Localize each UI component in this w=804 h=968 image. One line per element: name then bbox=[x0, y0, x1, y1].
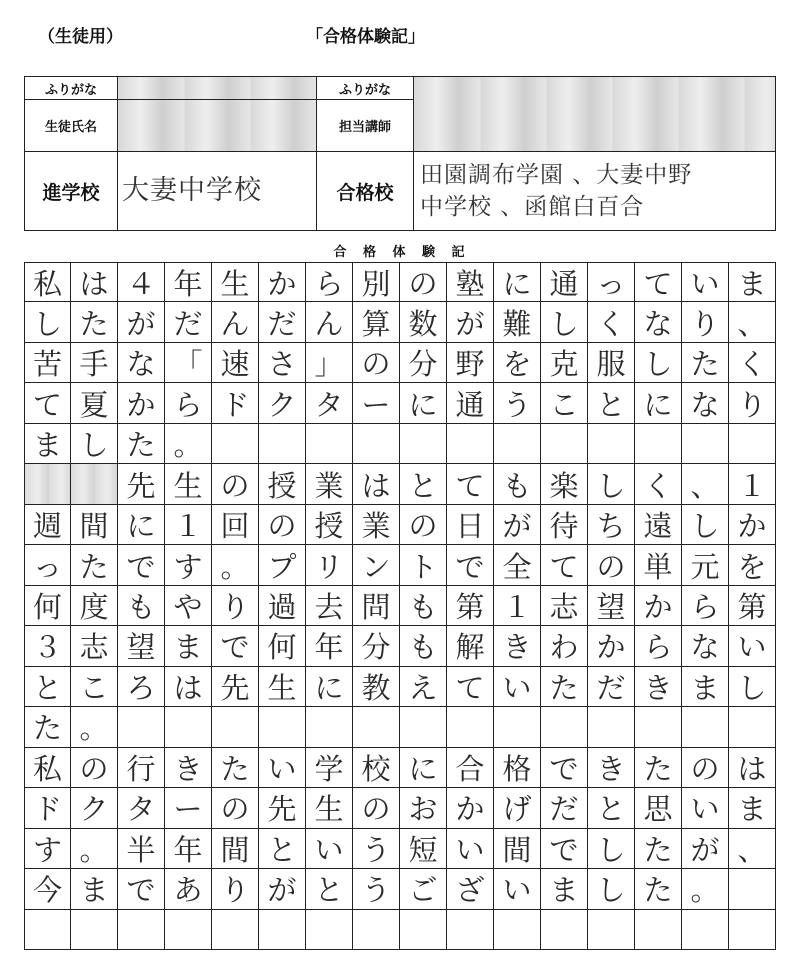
essay-cell bbox=[447, 707, 494, 747]
essay-cell: お bbox=[400, 788, 447, 828]
essay-cell: プ bbox=[259, 545, 306, 585]
essay-cell: 業 bbox=[353, 505, 400, 545]
essay-cell: 半 bbox=[118, 829, 165, 869]
essay-cell bbox=[682, 910, 729, 950]
essay-cell: か bbox=[118, 383, 165, 423]
essay-cell bbox=[447, 910, 494, 950]
essay-cell: に bbox=[400, 383, 447, 423]
essay-cell bbox=[682, 707, 729, 747]
essay-cell: タ bbox=[306, 383, 353, 423]
essay-cell: 週 bbox=[24, 505, 71, 545]
essay-cell: り bbox=[729, 383, 776, 423]
essay-cell: 年 bbox=[306, 626, 353, 666]
essay-cell bbox=[682, 424, 729, 464]
essay-cell: の bbox=[353, 788, 400, 828]
essay-cell bbox=[165, 707, 212, 747]
essay-cell bbox=[729, 424, 776, 464]
essay-cell: に bbox=[635, 383, 682, 423]
essay-cell: は bbox=[71, 262, 118, 302]
essay-cell: ー bbox=[353, 383, 400, 423]
essay-cell bbox=[165, 910, 212, 950]
essay-cell: 年 bbox=[165, 829, 212, 869]
essay-cell: ー bbox=[165, 788, 212, 828]
essay-cell: わ bbox=[541, 626, 588, 666]
essay-cell: 間 bbox=[494, 829, 541, 869]
essay-cell: 遠 bbox=[635, 505, 682, 545]
essay-cell: き bbox=[588, 748, 635, 788]
essay-cell bbox=[306, 910, 353, 950]
essay-cell: １ bbox=[729, 464, 776, 504]
essay-cell: 思 bbox=[635, 788, 682, 828]
essay-cell: 、 bbox=[729, 829, 776, 869]
essay-cell: ト bbox=[400, 545, 447, 585]
essay-cell: 何 bbox=[259, 626, 306, 666]
essay-cell: も bbox=[400, 586, 447, 626]
essay-cell: の bbox=[212, 464, 259, 504]
essay-cell: ら bbox=[682, 586, 729, 626]
essay-cell: ４ bbox=[118, 262, 165, 302]
essay-cell: で bbox=[541, 829, 588, 869]
essay-cell: 苦 bbox=[24, 343, 71, 383]
essay-cell: 単 bbox=[635, 545, 682, 585]
essay-cell: 、 bbox=[682, 464, 729, 504]
essay-cell: と bbox=[306, 869, 353, 909]
essay-cell: ち bbox=[588, 505, 635, 545]
essay-cell: ま bbox=[71, 869, 118, 909]
redacted-cell bbox=[71, 464, 118, 504]
essay-cell: た bbox=[212, 748, 259, 788]
essay-cell: っ bbox=[24, 545, 71, 585]
essay-cell: 第 bbox=[729, 586, 776, 626]
essay-cell: 年 bbox=[165, 262, 212, 302]
essay-cell: の bbox=[588, 545, 635, 585]
essay-cell: と bbox=[259, 829, 306, 869]
essay-cell: こ bbox=[71, 667, 118, 707]
essay-cell: タ bbox=[118, 788, 165, 828]
essay-cell: い bbox=[306, 829, 353, 869]
essay-cell: な bbox=[118, 343, 165, 383]
essay-cell: 去 bbox=[306, 586, 353, 626]
essay-cell: ま bbox=[24, 424, 71, 464]
essay-cell bbox=[635, 910, 682, 950]
essay-cell bbox=[306, 707, 353, 747]
essay-cell: 合 bbox=[447, 748, 494, 788]
essay-cell: 志 bbox=[541, 586, 588, 626]
essay-cell: ン bbox=[353, 545, 400, 585]
essay-cell bbox=[400, 910, 447, 950]
essay-cell: す bbox=[24, 829, 71, 869]
essay-cell: リ bbox=[306, 545, 353, 585]
essay-cell: り bbox=[212, 586, 259, 626]
essay-cell: た bbox=[71, 545, 118, 585]
essay-cell: ま bbox=[682, 667, 729, 707]
essay-cell: い bbox=[447, 829, 494, 869]
student-furigana-field bbox=[118, 77, 317, 100]
teacher-name-field bbox=[414, 77, 776, 152]
essay-cell: の bbox=[400, 505, 447, 545]
essay-cell: く bbox=[635, 464, 682, 504]
essay-cell bbox=[635, 424, 682, 464]
advanced-school-value: 大妻中学校 bbox=[118, 152, 317, 231]
essay-cell: 望 bbox=[588, 586, 635, 626]
essay-cell: 難 bbox=[494, 302, 541, 342]
essay-cell: ら bbox=[635, 626, 682, 666]
essay-cell: 。 bbox=[212, 545, 259, 585]
essay-cell: 教 bbox=[353, 667, 400, 707]
redacted-cell bbox=[24, 464, 71, 504]
essay-cell: ク bbox=[259, 383, 306, 423]
essay-cell: っ bbox=[588, 262, 635, 302]
essay-cell bbox=[494, 424, 541, 464]
essay-cell bbox=[400, 424, 447, 464]
essay-cell: さ bbox=[259, 343, 306, 383]
essay-cell: 私 bbox=[24, 262, 71, 302]
essay-cell: で bbox=[118, 869, 165, 909]
essay-cell: ク bbox=[71, 788, 118, 828]
essay-cell: 望 bbox=[118, 626, 165, 666]
essay-cell bbox=[118, 707, 165, 747]
essay-cell: は bbox=[165, 667, 212, 707]
essay-cell bbox=[306, 424, 353, 464]
essay-cell bbox=[259, 707, 306, 747]
essay-cell: 私 bbox=[24, 748, 71, 788]
essay-cell: ざ bbox=[447, 869, 494, 909]
essay-cell bbox=[353, 910, 400, 950]
essay-cell bbox=[494, 910, 541, 950]
essay-cell: 待 bbox=[541, 505, 588, 545]
essay-cell: と bbox=[24, 667, 71, 707]
essay-cell: な bbox=[682, 383, 729, 423]
essay-cell: 間 bbox=[212, 829, 259, 869]
essay-cell: 行 bbox=[118, 748, 165, 788]
essay-cell: 元 bbox=[682, 545, 729, 585]
form-type-label: （生徒用） bbox=[38, 27, 123, 47]
essay-cell: き bbox=[494, 626, 541, 666]
essay-cell: 学 bbox=[306, 748, 353, 788]
essay-cell bbox=[71, 910, 118, 950]
essay-cell: ろ bbox=[118, 667, 165, 707]
essay-cell: 生 bbox=[259, 667, 306, 707]
essay-cell bbox=[494, 707, 541, 747]
essay-cell: 「 bbox=[165, 343, 212, 383]
essay-cell bbox=[353, 424, 400, 464]
essay-cell: と bbox=[400, 464, 447, 504]
essay-cell: 」 bbox=[306, 343, 353, 383]
essay-cell bbox=[541, 910, 588, 950]
essay-cell: り bbox=[682, 302, 729, 342]
essay-cell: 授 bbox=[259, 464, 306, 504]
essay-cell bbox=[729, 707, 776, 747]
essay-cell: ３ bbox=[24, 626, 71, 666]
essay-cell: が bbox=[494, 505, 541, 545]
essay-cell: の bbox=[212, 788, 259, 828]
essay-cell: し bbox=[71, 424, 118, 464]
essay-cell bbox=[635, 707, 682, 747]
essay-cell: て bbox=[24, 383, 71, 423]
essay-cell: 今 bbox=[24, 869, 71, 909]
essay-cell: し bbox=[729, 667, 776, 707]
essay-cell: ま bbox=[541, 869, 588, 909]
essay-cell: た bbox=[541, 667, 588, 707]
essay-cell: 通 bbox=[447, 383, 494, 423]
essay-cell: し bbox=[588, 829, 635, 869]
essay-cell: ま bbox=[729, 262, 776, 302]
essay-cell bbox=[212, 910, 259, 950]
essay-cell: が bbox=[682, 829, 729, 869]
essay-cell: を bbox=[729, 545, 776, 585]
essay-cell: か bbox=[259, 262, 306, 302]
essay-cell: 生 bbox=[306, 788, 353, 828]
essay-cell: う bbox=[494, 383, 541, 423]
teacher-label: 担当講師 bbox=[317, 100, 414, 152]
essay-cell bbox=[588, 707, 635, 747]
essay-cell: 問 bbox=[353, 586, 400, 626]
essay-cell: き bbox=[165, 748, 212, 788]
furigana-label: ふりがな bbox=[25, 77, 118, 100]
passed-school-label: 合格校 bbox=[317, 152, 414, 231]
passed-school-line-2: 中学校 、函館白百合 bbox=[420, 194, 645, 220]
essay-cell bbox=[400, 707, 447, 747]
essay-cell: た bbox=[24, 707, 71, 747]
essay-cell: し bbox=[541, 302, 588, 342]
essay-cell: が bbox=[118, 302, 165, 342]
essay-cell: ド bbox=[24, 788, 71, 828]
essay-cell: 日 bbox=[447, 505, 494, 545]
essay-cell: ま bbox=[729, 788, 776, 828]
essay-cell: 算 bbox=[353, 302, 400, 342]
essay-cell: い bbox=[494, 667, 541, 707]
passed-school-value bbox=[414, 152, 776, 231]
essay-cell: 生 bbox=[165, 464, 212, 504]
essay-cell: て bbox=[447, 667, 494, 707]
essay-cell: で bbox=[541, 748, 588, 788]
essay-cell: 分 bbox=[400, 343, 447, 383]
essay-cell bbox=[588, 424, 635, 464]
essay-title: 合 格 体 験 記 bbox=[333, 245, 471, 260]
essay-cell: 先 bbox=[118, 464, 165, 504]
essay-cell: し bbox=[588, 869, 635, 909]
essay-cell: て bbox=[635, 262, 682, 302]
essay-cell: え bbox=[400, 667, 447, 707]
essay-cell: 校 bbox=[353, 748, 400, 788]
essay-cell: の bbox=[400, 262, 447, 302]
essay-cell: 何 bbox=[24, 586, 71, 626]
essay-cell: だ bbox=[165, 302, 212, 342]
essay-cell: で bbox=[447, 545, 494, 585]
essay-cell: １ bbox=[494, 586, 541, 626]
passed-school-line-1: 田園調布学園 、大妻中野 bbox=[420, 162, 693, 188]
essay-cell: ま bbox=[165, 626, 212, 666]
essay-cell: ご bbox=[400, 869, 447, 909]
essay-cell: か bbox=[588, 626, 635, 666]
essay-cell: 格 bbox=[494, 748, 541, 788]
student-info-table bbox=[24, 76, 776, 231]
essay-cell: こ bbox=[541, 383, 588, 423]
essay-cell: 夏 bbox=[71, 383, 118, 423]
essay-cell: に bbox=[494, 262, 541, 302]
essay-cell: １ bbox=[165, 505, 212, 545]
essay-cell: も bbox=[118, 586, 165, 626]
essay-cell: 分 bbox=[353, 626, 400, 666]
essay-cell: げ bbox=[494, 788, 541, 828]
essay-cell: あ bbox=[165, 869, 212, 909]
essay-cell: ら bbox=[165, 383, 212, 423]
essay-cell bbox=[212, 424, 259, 464]
essay-cell bbox=[118, 910, 165, 950]
essay-cell: に bbox=[400, 748, 447, 788]
essay-cell: で bbox=[118, 545, 165, 585]
essay-cell: な bbox=[682, 626, 729, 666]
student-name-label: 生徒氏名 bbox=[25, 100, 118, 152]
essay-cell: 服 bbox=[588, 343, 635, 383]
form-title: 「合格体験記」 bbox=[306, 27, 425, 47]
essay-cell: 過 bbox=[259, 586, 306, 626]
essay-cell: で bbox=[212, 626, 259, 666]
essay-cell: 通 bbox=[541, 262, 588, 302]
essay-cell bbox=[447, 424, 494, 464]
essay-cell: 塾 bbox=[447, 262, 494, 302]
teacher-furigana-label: ふりがな bbox=[317, 77, 414, 100]
essay-cell: 、 bbox=[729, 302, 776, 342]
essay-cell: に bbox=[306, 667, 353, 707]
essay-cell: 授 bbox=[306, 505, 353, 545]
essay-cell: 数 bbox=[400, 302, 447, 342]
essay-cell: か bbox=[635, 586, 682, 626]
essay-cell: 業 bbox=[306, 464, 353, 504]
essay-cell: 間 bbox=[71, 505, 118, 545]
essay-cell: い bbox=[682, 788, 729, 828]
essay-cell: す bbox=[165, 545, 212, 585]
essay-cell: 。 bbox=[71, 829, 118, 869]
essay-cell: た bbox=[71, 302, 118, 342]
essay-cell: う bbox=[353, 829, 400, 869]
essay-cell: 回 bbox=[212, 505, 259, 545]
essay-cell: と bbox=[588, 788, 635, 828]
essay-cell: 志 bbox=[71, 626, 118, 666]
essay-cell: に bbox=[118, 505, 165, 545]
essay-cell: と bbox=[588, 383, 635, 423]
essay-cell: だ bbox=[588, 667, 635, 707]
essay-cell: 克 bbox=[541, 343, 588, 383]
essay-cell: く bbox=[729, 343, 776, 383]
essay-cell: 。 bbox=[682, 869, 729, 909]
essay-cell: い bbox=[259, 748, 306, 788]
essay-cell: 野 bbox=[447, 343, 494, 383]
essay-cell: 第 bbox=[447, 586, 494, 626]
essay-cell: だ bbox=[541, 788, 588, 828]
essay-cell: 先 bbox=[259, 788, 306, 828]
essay-cell bbox=[259, 424, 306, 464]
essay-cell: も bbox=[400, 626, 447, 666]
essay-cell: は bbox=[729, 748, 776, 788]
essay-cell bbox=[353, 707, 400, 747]
essay-cell: 速 bbox=[212, 343, 259, 383]
essay-cell: ド bbox=[212, 383, 259, 423]
essay-cell: た bbox=[118, 424, 165, 464]
essay-cell: か bbox=[729, 505, 776, 545]
essay-cell: た bbox=[682, 343, 729, 383]
essay-cell: て bbox=[447, 464, 494, 504]
essay-cell: ん bbox=[306, 302, 353, 342]
essay-cell: し bbox=[588, 464, 635, 504]
essay-cell: が bbox=[447, 302, 494, 342]
essay-cell: う bbox=[353, 869, 400, 909]
essay-cell: い bbox=[682, 262, 729, 302]
essay-cell bbox=[541, 424, 588, 464]
essay-cell: だ bbox=[259, 302, 306, 342]
essay-cell: 手 bbox=[71, 343, 118, 383]
essay-cell: し bbox=[682, 505, 729, 545]
essay-cell: し bbox=[635, 343, 682, 383]
student-name-field bbox=[118, 100, 317, 152]
essay-cell: い bbox=[729, 626, 776, 666]
essay-cell bbox=[259, 910, 306, 950]
essay-cell: や bbox=[165, 586, 212, 626]
essay-cell bbox=[588, 910, 635, 950]
essay-cell: く bbox=[588, 302, 635, 342]
essay-cell: の bbox=[71, 748, 118, 788]
essay-cell: か bbox=[447, 788, 494, 828]
essay-cell: 別 bbox=[353, 262, 400, 302]
essay-cell: た bbox=[635, 748, 682, 788]
essay-cell: り bbox=[212, 869, 259, 909]
essay-cell: た bbox=[635, 869, 682, 909]
essay-cell: 。 bbox=[71, 707, 118, 747]
essay-cell: の bbox=[259, 505, 306, 545]
essay-cell: は bbox=[353, 464, 400, 504]
essay-cell: い bbox=[494, 869, 541, 909]
essay-cell bbox=[212, 707, 259, 747]
essay-cell: ら bbox=[306, 262, 353, 302]
essay-cell: 短 bbox=[400, 829, 447, 869]
essay-cell: し bbox=[24, 302, 71, 342]
essay-cell: の bbox=[682, 748, 729, 788]
essay-cell: 楽 bbox=[541, 464, 588, 504]
essay-cell: 解 bbox=[447, 626, 494, 666]
essay-cell: の bbox=[353, 343, 400, 383]
essay-cell: な bbox=[635, 302, 682, 342]
essay-cell: を bbox=[494, 343, 541, 383]
essay-cell: 全 bbox=[494, 545, 541, 585]
essay-cell: 度 bbox=[71, 586, 118, 626]
essay-cell: 生 bbox=[212, 262, 259, 302]
essay-cell: が bbox=[259, 869, 306, 909]
essay-cell: 先 bbox=[212, 667, 259, 707]
essay-cell: た bbox=[635, 829, 682, 869]
essay-cell: ん bbox=[212, 302, 259, 342]
essay-cell bbox=[729, 869, 776, 909]
essay-cell: き bbox=[635, 667, 682, 707]
essay-cell: 。 bbox=[165, 424, 212, 464]
essay-cell: も bbox=[494, 464, 541, 504]
advanced-school-label: 進学校 bbox=[25, 152, 118, 231]
essay-grid bbox=[24, 262, 776, 950]
essay-cell bbox=[729, 910, 776, 950]
essay-cell bbox=[24, 910, 71, 950]
essay-cell bbox=[541, 707, 588, 747]
essay-cell: て bbox=[541, 545, 588, 585]
